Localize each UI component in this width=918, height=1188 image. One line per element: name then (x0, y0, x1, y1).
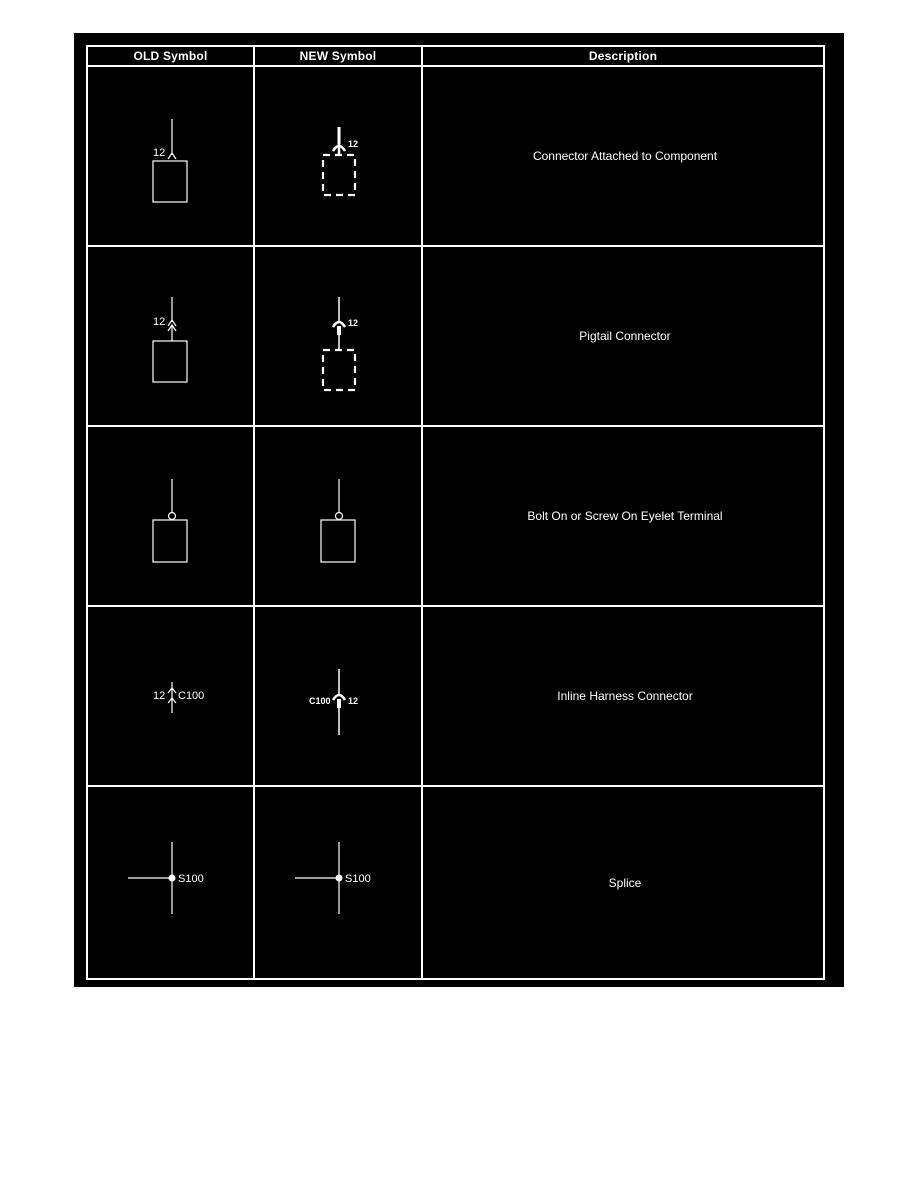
connector-attached-old-icon (88, 67, 253, 245)
row2-old-pin-label: 12 (153, 316, 166, 328)
row4-old-connector-id: C100 (178, 690, 205, 702)
symbol-table (86, 45, 825, 980)
row1-description: Connector Attached to Component (423, 67, 823, 247)
row4-old-pin-label: 12 (153, 690, 166, 702)
row5-new-symbol (255, 787, 423, 978)
pigtail-connector-new-icon (255, 247, 421, 425)
row3-new-symbol (255, 427, 423, 607)
splice-new-icon (255, 787, 421, 978)
inline-connector-new-icon (255, 607, 421, 785)
header-new-symbol: NEW Symbol (255, 47, 423, 67)
row4-old-symbol (88, 607, 255, 787)
row1-old-symbol (88, 67, 255, 247)
symbol-table-panel (74, 33, 844, 987)
row4-new-connector-id: C100 (309, 696, 331, 706)
row1-new-pin-label: 12 (348, 139, 359, 149)
row5-old-symbol (88, 787, 255, 978)
row1-new-symbol (255, 67, 423, 247)
row3-description: Bolt On or Screw On Eyelet Terminal (423, 427, 823, 607)
connector-attached-new-icon (255, 67, 421, 245)
header-description: Description (423, 47, 823, 67)
splice-old-icon (88, 787, 253, 978)
row2-old-symbol (88, 247, 255, 427)
row4-new-pin-label: 12 (348, 696, 359, 706)
row1-old-pin-label: 12 (153, 147, 166, 159)
row2-description: Pigtail Connector (423, 247, 823, 427)
row4-description: Inline Harness Connector (423, 607, 823, 787)
row5-description: Splice (608, 875, 642, 890)
inline-connector-old-icon (88, 607, 253, 785)
row2-new-pin-label: 12 (348, 318, 359, 328)
row5-old-splice-id: S100 (178, 873, 204, 885)
eyelet-terminal-new-icon (255, 427, 421, 605)
eyelet-terminal-old-icon (88, 427, 253, 605)
pigtail-connector-old-icon (88, 247, 253, 425)
header-old-symbol: OLD Symbol (88, 47, 255, 67)
row4-new-symbol (255, 607, 423, 787)
row2-new-symbol (255, 247, 423, 427)
row5-new-splice-id: S100 (345, 873, 371, 885)
row3-old-symbol (88, 427, 255, 607)
